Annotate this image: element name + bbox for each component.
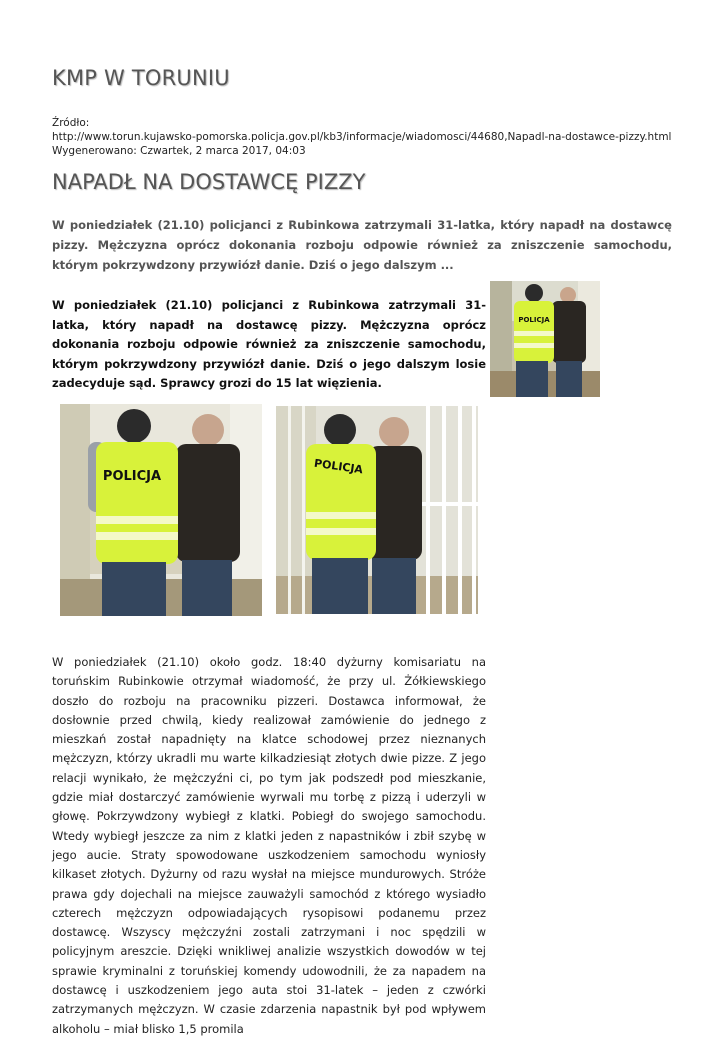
article-lead: W poniedziałek (21.10) policjanci z Rubinkowa zatrzymali 31-latka, który napadł na dostawcę pizzy. Mężczyzna oprócz dokonania rozboju odpowie również za zniszczenie samochodu, którym pokrzywdzony przywiózł danie. Dziś o jego dalszym ... <box>52 218 672 272</box>
article-title: NAPADŁ NA DOSTAWCĘ PIZZY <box>52 170 366 194</box>
vest-label-text: POLICJA <box>518 316 550 324</box>
photo-police-escort-corridor <box>60 404 262 616</box>
org-title: KMP W TORUNIU <box>52 66 230 90</box>
source-url[interactable]: http://www.torun.kujawsko-pomorska.policja.gov.pl/kb3/informacje/wiadomosci/44680,Napadl-na-dostawce-pizzy.html <box>52 131 672 143</box>
generated-date: Wygenerowano: Czwartek, 2 marca 2017, 04:03 <box>52 145 306 157</box>
vest-label-text: POLICJA <box>313 456 364 477</box>
photo-police-escort-cell <box>276 406 478 614</box>
photo-police-escort-small <box>490 281 600 397</box>
source-label: Źródło: <box>52 117 90 129</box>
article-summary: W poniedziałek (21.10) policjanci z Rubinkowa zatrzymali 31-latka, który napadł na dostawcę pizzy. Mężczyzna oprócz dokonania rozboju odpowie również za zniszczenie samochodu, którym pokrzywdzony przywiózł danie. Dziś o jego dalszym losie zadecyduje sąd. Sprawcy grozi do 15 lat więzienia. <box>52 298 486 390</box>
article-body: W poniedziałek (21.10) około godz. 18:40 dyżurny komisariatu na toruńskim Rubinkowie otrzymał wiadomość, że przy ul. Żółkiewskiego doszło do rozboju na pracowniku pizzeri. Dostawca informował, że dosłownie przed chwilą, kiedy realizował zamówienie do jednego z mieszkań został napadnięty na klatce schodowej przez nieznanych mężczyzn, którzy ukradli mu warte kilkadziesiąt złotych dwie pizze. Z jego relacji wynikało, że mężczyźni ci, po tym jak podszedł pod mieszkanie, gdzie miał dostarczyć zamówienie wyrwali mu torbę z pizzą i uderzyli w głowę. Pokrzywdzony wybiegł z klatki. Pobiegł do swojego samochodu. Wtedy wybiegł jeszcze za nim z klatki jeden z napastników i zbił szybę w jego aucie. Straty spowodowane uszkodzeniem samochodu wyniosły kilkaset złotych. Dyżurny od razu wysłał na miejsce mundurowych. Stróże prawa gdy dojechali na miejsce zauważyli samochód z którego wysiadło czterech mężczyzn odpowiadających rysopisowi podanemu przez dostawcę. Wszyscy mężczyźni zostali zatrzymani i noc spędzili w policyjnym areszcie. Dzięki wnikliwej analizie wszystkich dowodów w tej sprawie kryminalni z toruńskiej komendy udowodnili, że za napadem na dostawcę i uszkodzeniem jego auta stoi 31-latek – jeden z czwórki zatrzymanych mężczyzn. W czasie zdarzenia napastnik był pod wpływem alkoholu – miał blisko 1,5 promila <box>52 655 486 1036</box>
vest-label-text: POLICJA <box>102 469 162 484</box>
source-meta <box>52 116 671 158</box>
